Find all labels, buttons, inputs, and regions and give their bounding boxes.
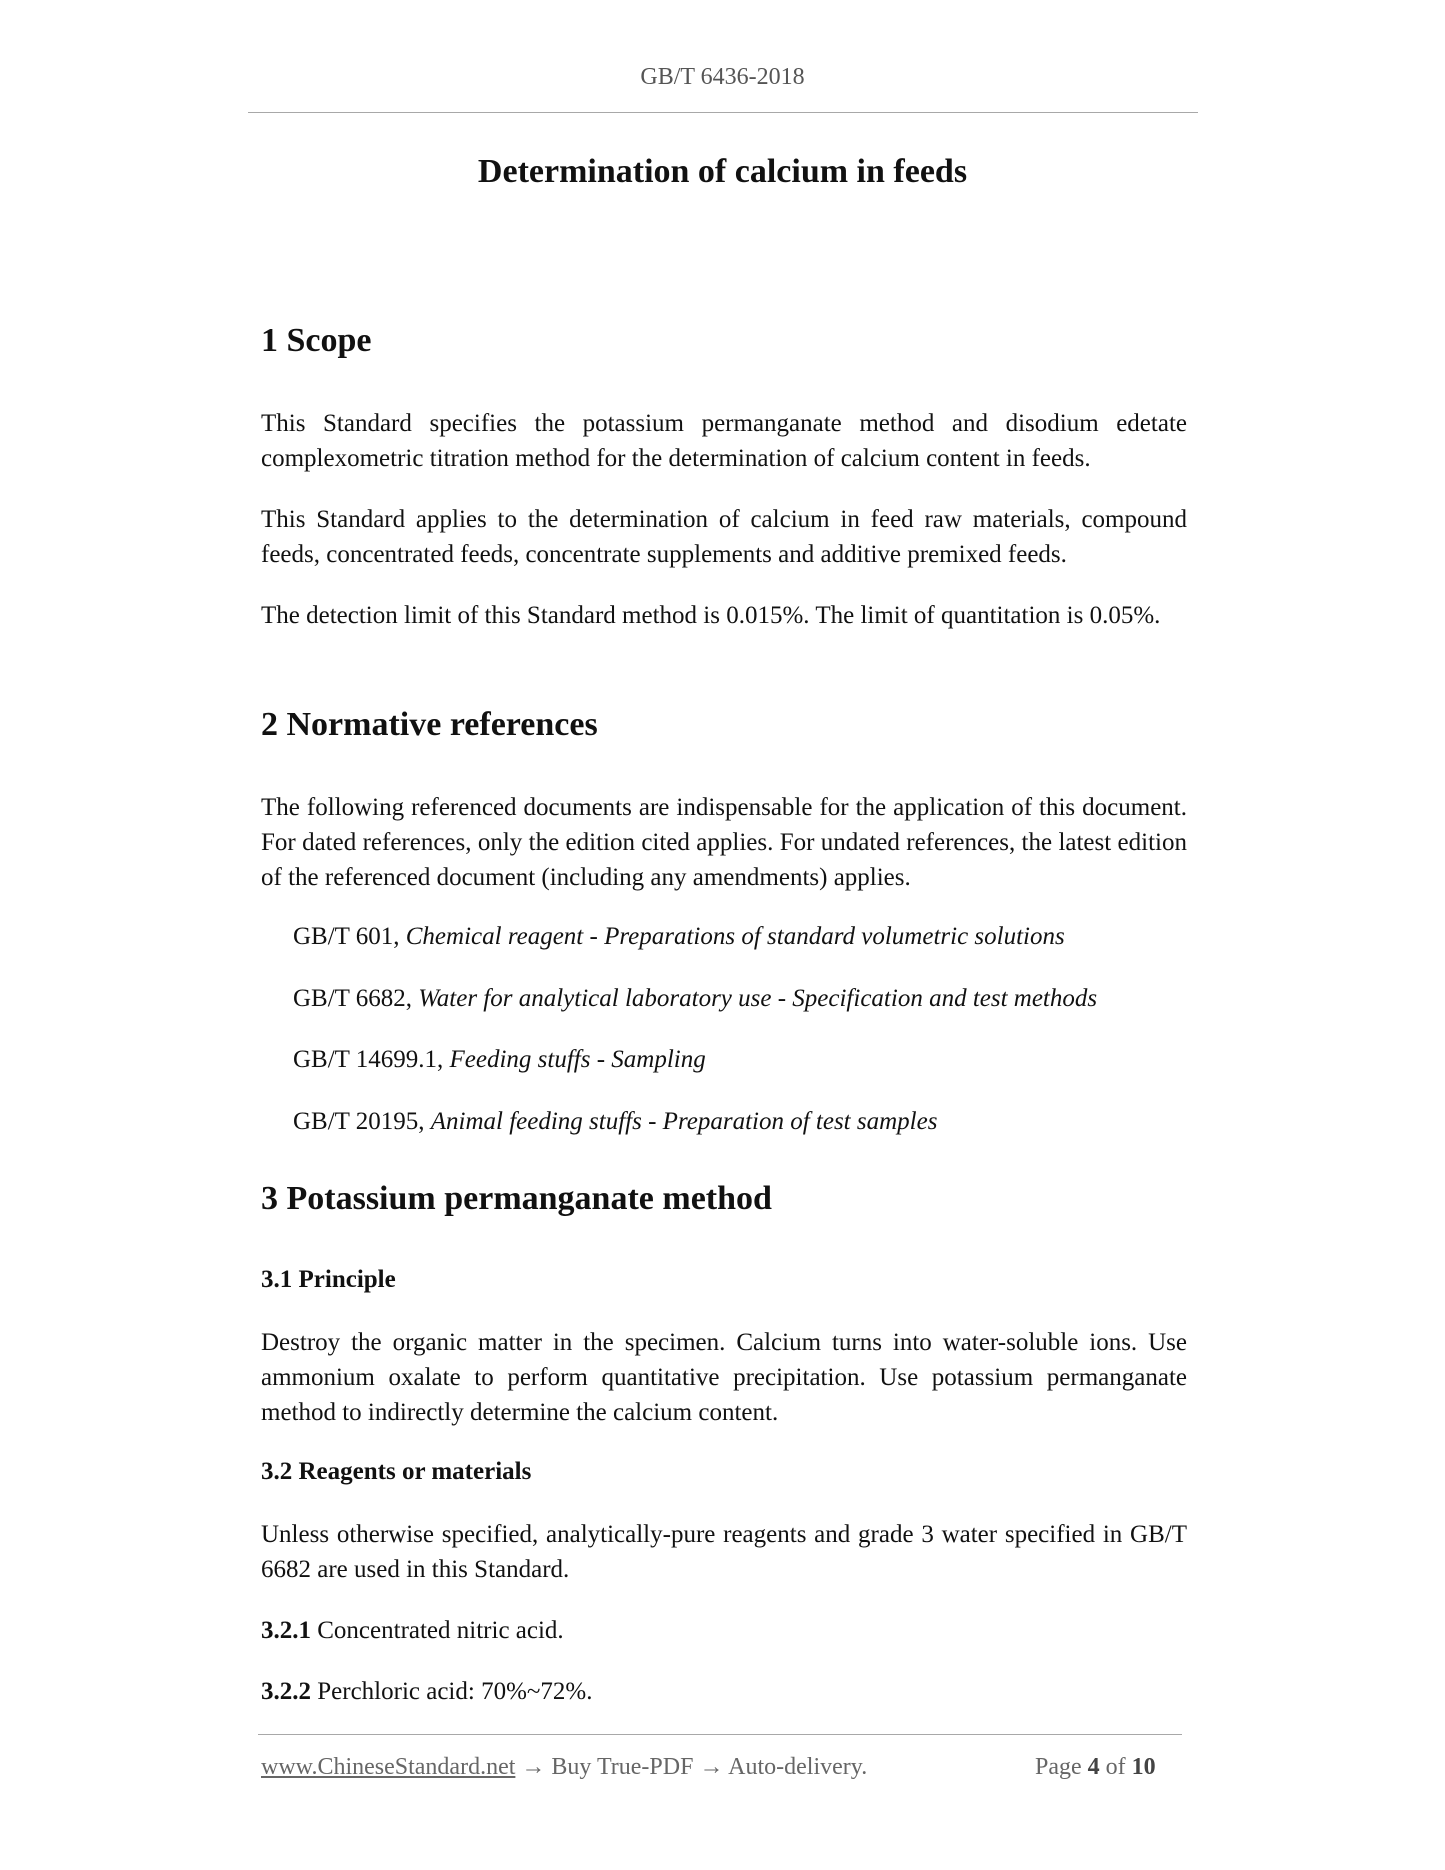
scope-paragraph-1: This Standard specifies the potassium permanganate method and disodium edetate complexometric titration method for the determination of calcium content in feeds. — [261, 410, 1187, 472]
reference-item — [293, 1046, 706, 1074]
reagent-item — [261, 1613, 1187, 1648]
reference-code: GB/T 20195, — [293, 1108, 431, 1135]
reagent-item-text: Perchloric acid: 70%~72%. — [311, 1678, 593, 1705]
reagent-item-number: 3.2.1 — [261, 1617, 311, 1644]
delivery-text: Auto-delivery. — [728, 1754, 868, 1780]
page-label: Page — [1035, 1754, 1088, 1780]
of-label: of — [1099, 1754, 1132, 1780]
current-page-number: 4 — [1087, 1754, 1100, 1780]
section-heading-normative-references: 2 Normative references — [261, 706, 598, 743]
section-heading-scope: 1 Scope — [261, 322, 372, 359]
header-divider — [248, 112, 1198, 113]
arrow-icon: → — [693, 1754, 729, 1780]
reference-item — [293, 985, 1097, 1013]
document-code-header: GB/T 6436-2018 — [640, 64, 805, 90]
total-page-number: 10 — [1131, 1754, 1156, 1780]
principle-paragraph: Destroy the organic matter in the specimen. Calcium turns into water-soluble ions. Use ammonium oxalate to perform quantitative precipitation. Use potassium permanganate method to indirectly determine the calcium content. — [261, 1329, 1187, 1426]
reference-code: GB/T 6682, — [293, 985, 419, 1012]
scope-paragraph-3: The detection limit of this Standard method is 0.015%. The limit of quantitation is 0.05%. — [261, 602, 1161, 629]
section-heading-potassium-permanganate: 3 Potassium permanganate method — [261, 1180, 772, 1217]
reference-title: Chemical reagent - Preparations of standard volumetric solutions — [405, 923, 1065, 950]
scope-paragraph-2: This Standard applies to the determination of calcium in feed raw materials, compound feeds, concentrated feeds, concentrate supplements and additive premixed feeds. — [261, 506, 1187, 568]
reagent-item-number: 3.2.2 — [261, 1678, 311, 1705]
reagent-item — [261, 1674, 1187, 1709]
footer-promo — [261, 1754, 867, 1781]
normative-paragraph: The following referenced documents are indispensable for the application of this document. For dated references, only the edition cited applies. For undated references, the latest edition of the referenced document (including any amendments) applies. — [261, 794, 1187, 891]
reference-code: GB/T 601, — [293, 923, 406, 950]
website-link[interactable]: www.ChineseStandard.net — [261, 1754, 516, 1780]
reference-item — [293, 1108, 937, 1136]
reagents-paragraph: Unless otherwise specified, analytically-pure reagents and grade 3 water specified in GB/T 6682 are used in this Standard. — [261, 1521, 1187, 1583]
page-indicator — [1035, 1754, 1156, 1781]
reference-item — [293, 923, 1065, 951]
document-title: Determination of calcium in feeds — [477, 153, 968, 190]
footer-divider — [258, 1734, 1182, 1735]
subsection-heading-principle: 3.1 Principle — [261, 1266, 396, 1293]
arrow-icon: → — [515, 1754, 552, 1780]
buy-text: Buy True-PDF — [551, 1754, 694, 1780]
reference-title: Animal feeding stuffs - Preparation of test samples — [430, 1108, 938, 1135]
reagent-item-text: Concentrated nitric acid. — [311, 1617, 564, 1644]
reference-code: GB/T 14699.1, — [293, 1046, 450, 1073]
reference-title: Feeding stuffs - Sampling — [449, 1046, 706, 1073]
reference-title: Water for analytical laboratory use - Specification and test methods — [418, 985, 1098, 1012]
subsection-heading-reagents: 3.2 Reagents or materials — [261, 1458, 532, 1485]
